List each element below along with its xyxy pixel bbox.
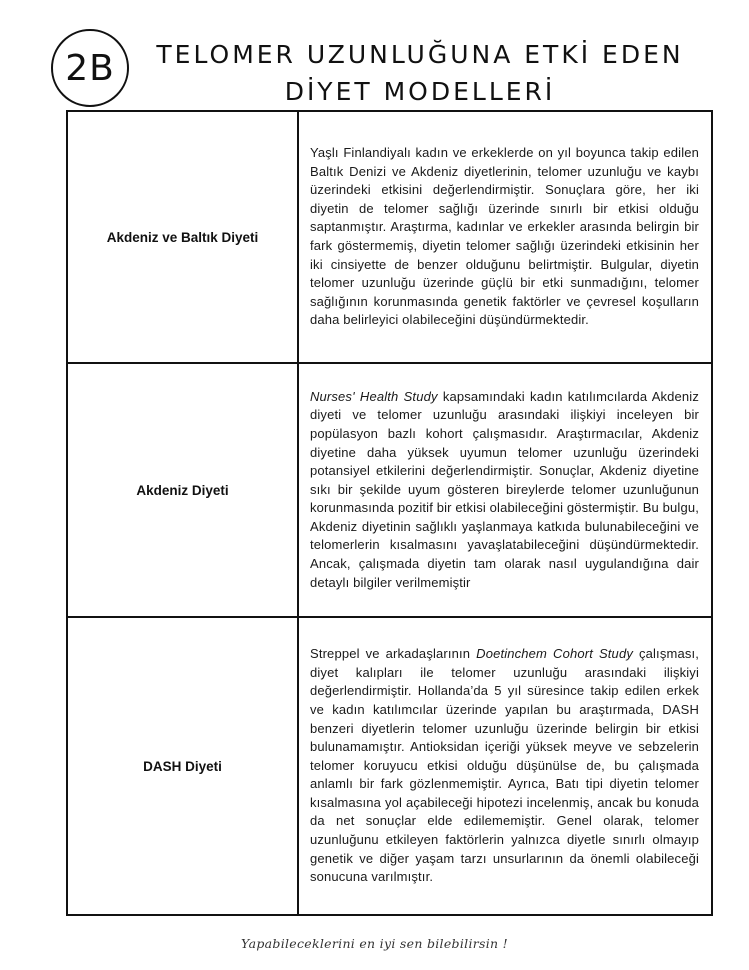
- page-title-line-1: TELOMER UZUNLUĞUNA ETKİ EDEN: [156, 40, 684, 69]
- study-name: Doetinchem Cohort Study: [476, 646, 633, 662]
- badge-label: 2B: [65, 47, 115, 89]
- table-row: [67, 363, 712, 617]
- description-paragraph: [310, 144, 699, 330]
- row-description: [298, 111, 712, 363]
- page-title: [140, 36, 700, 110]
- row-description: [298, 617, 712, 915]
- row-label: Akdeniz ve Baltık Diyeti: [67, 111, 298, 363]
- diet-models-table: [66, 110, 713, 916]
- row-label: DASH Diyeti: [67, 617, 298, 915]
- page-title-line-2: DİYET MODELLERİ: [284, 77, 556, 106]
- row-description: [298, 363, 712, 617]
- description-text: kapsamındaki kadın katılımcılarda Akdeniz diyeti ve telomer uzunluğu arasındaki ilişkiyi inceleyen bir popülasyon bazlı kohort çalışmasıdır. Araştırmacılar, Akdeniz diyetine daha yüksek uyumun telomer uzunluğu üzerindeki potansiyel etkilerini değerlendirmiştir. Sonuçlar, Akdeniz diyetine sıkı bir şekilde uyum gösteren bireylerde telomer uzunluğunun korunmasında pozitif bir etkisi olabileceğini göstermiştir. Bu bulgu, Akdeniz diyetinin sağlıklı yaşlanmaya katkıda bulunabileceğini ve telomerlerin kısalmasını yavaşlatabileceğini düşündürmektedir. Ancak, çalışmada diyetin tam olarak nasıl uygulandığına dair detaylı bilgiler verilmemiştir: [310, 388, 699, 590]
- description-text: çalışması, diyet kalıpları ile telomer uzunluğu arasındaki ilişkiyi değerlendirmiştir. Hollanda’da 5 yıl süresince takip edilen erkek ve kadın katılımcılar üzerinde yapılan bu araştırmada, DASH benzeri diyetlerin telomer uzunluğu üzerinde belirgin bir etkisi bulunamamıştır. Antioksidan içeriği yüksek meyve ve sebzelerin telomer koruyucu etkisi olduğu düşünülse de, bu çalışmada anlamlı bir fark gözlenmemiştir. Ayrıca, Batı tipi diyetin telomer kısalmasına yol açabileceği hipotezi incelenmiş, ancak bu konuda da net sonuçlar elde edilememiştir. Genel olarak, telomer uzunluğunu etkileyen faktörlerin yalnızca diyetle sınırlı olmayıp genetik ve diğer yaşam tarzı unsurlarının da önemli olabileceği sonucuna varılmıştır.: [310, 646, 700, 885]
- description-paragraph: [310, 388, 699, 593]
- footer-motto: Yapabileceklerini en iyi sen bilebilirsin !: [241, 936, 508, 951]
- section-badge: [51, 29, 129, 107]
- table-row: [67, 111, 712, 363]
- description-paragraph: [310, 645, 699, 887]
- description-text: Yaşlı Finlandiyalı kadın ve erkeklerde on yıl boyunca takip edilen Baltık Denizi ve Akdeniz diyetlerinin, telomer uzunluğu ve kaybı üzerindeki etkisini değerlendirmiştir. Sonuçlara göre, her iki diyetin de telomer sağlığı üzerinde sınırlı bir etkisi olduğu saptanmıştır. Araştırma, kadınlar ve erkekler arasında belirgin bir fark göstermemiş, diyetin telomer sağlığı üzerindeki etkisinin her iki cinsiyette de benzer olduğunu belirtmiştir. Bulgular, diyetin telomer uzunluğu üzerinde güçlü bir etki sunmadığını, telomer sağlığının korunmasında genetik faktörler ve çevresel koşulların daha belirleyici olabileceğini düşündürmektedir.: [310, 145, 699, 328]
- row-label: Akdeniz Diyeti: [67, 363, 298, 617]
- study-name: Nurses' Health Study: [310, 388, 438, 404]
- table-row: [67, 617, 712, 915]
- description-text: Streppel ve arkadaşlarının: [310, 646, 477, 662]
